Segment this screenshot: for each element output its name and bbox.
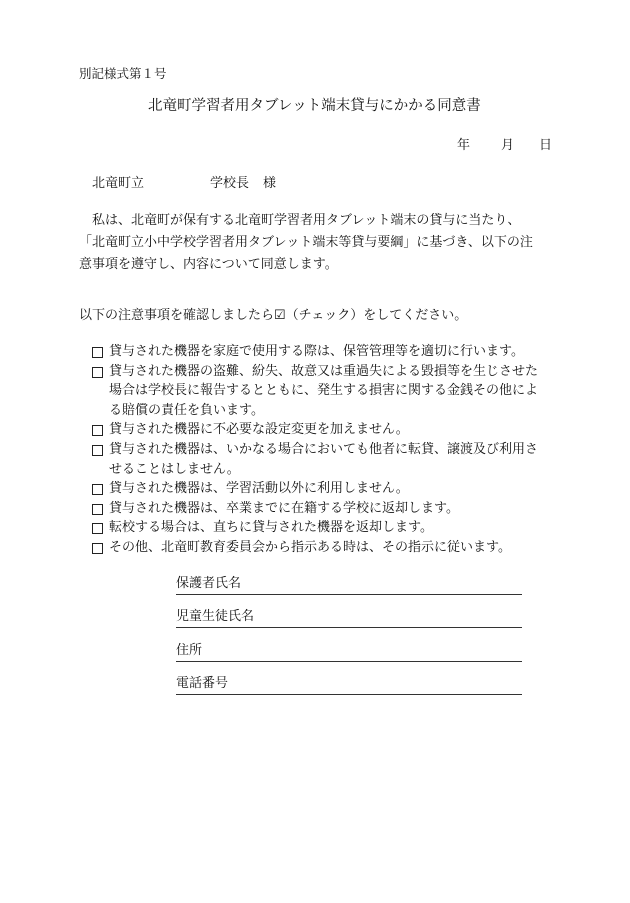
addressee-honorific: 様 <box>263 176 277 191</box>
checklist-item-text: 貸与された機器は、学習活動以外に利用しません。 <box>109 481 409 497</box>
date-month-label: 月 <box>501 138 515 153</box>
consent-checklist <box>92 342 562 558</box>
intro-line: 意事項を遵守し、内容について同意します。 <box>79 257 338 272</box>
student-name-label: 児童生徒氏名 <box>176 609 255 624</box>
checklist-item-text: 貸与された機器は、卒業までに在籍する学校に返却します。 <box>109 500 459 516</box>
checklist-item-text: 貸与された機器を家庭で使用する際は、保管管理等を適切に行います。 <box>109 344 524 359</box>
checklist-item-text: 貸与された機器に不必要な設定変更を加えません。 <box>109 422 409 438</box>
checklist-item <box>92 518 562 538</box>
checklist-item <box>92 420 562 440</box>
consent-checkbox[interactable] <box>92 347 103 358</box>
consent-checkbox[interactable] <box>92 484 103 495</box>
intro-paragraph <box>79 210 554 276</box>
address-label: 住所 <box>176 643 203 658</box>
date-day-label: 日 <box>539 138 553 153</box>
intro-line: 私は、北竜町が保有する北竜町学習者用タブレット端末の貸与に当たり、 <box>92 213 521 228</box>
phone-number-label: 電話番号 <box>176 676 229 691</box>
addressee <box>92 174 276 194</box>
checklist-item <box>92 362 562 421</box>
checklist-item-text: 貸与された機器の盗難、紛失、故意又は重過失による毀損等を生じさせた 場合は学校長に報告するとともに、発生する損害に関する金銭その他によ る賠償の責任を負います。 <box>109 363 539 418</box>
consent-checkbox[interactable] <box>92 504 103 515</box>
consent-checkbox[interactable] <box>92 367 103 378</box>
date-year-label: 年 <box>457 138 471 153</box>
consent-checkbox[interactable] <box>92 543 103 554</box>
checklist-item <box>92 440 562 479</box>
consent-checkbox[interactable] <box>92 445 103 456</box>
address-field[interactable] <box>176 639 522 662</box>
check-instruction: 以下の注意事項を確認しましたら☑（チェック）をしてください。 <box>79 308 468 323</box>
addressee-principal: 学校長 <box>210 176 250 191</box>
form-number: 別記様式第１号 <box>79 66 167 81</box>
intro-line: 「北竜町立小中学校学習者用タブレット端末等貸与要綱」に基づき、以下の注 <box>79 235 533 250</box>
document-title: 北竜町学習者用タブレット端末貸与にかかる同意書 <box>148 98 481 114</box>
guardian-name-field[interactable] <box>176 572 522 595</box>
phone-number-field[interactable] <box>176 672 522 695</box>
consent-checkbox[interactable] <box>92 425 103 436</box>
consent-checkbox[interactable] <box>92 523 103 534</box>
checklist-item-text: その他、北竜町教育委員会から指示ある時は、その指示に従います。 <box>109 539 511 555</box>
addressee-town: 北竜町立 <box>92 176 145 191</box>
checklist-item <box>92 499 562 519</box>
guardian-name-label: 保護者氏名 <box>176 576 242 591</box>
checklist-item <box>92 538 562 558</box>
student-name-field[interactable] <box>176 605 522 628</box>
checklist-item-text: 貸与された機器は、いかなる場合においても他者に転貸、譲渡及び利用さ せることはしません。 <box>109 441 539 477</box>
checklist-item-text: 転校する場合は、直ちに貸与された機器を返却します。 <box>109 520 433 536</box>
checklist-item <box>92 479 562 499</box>
checklist-item <box>92 342 562 362</box>
